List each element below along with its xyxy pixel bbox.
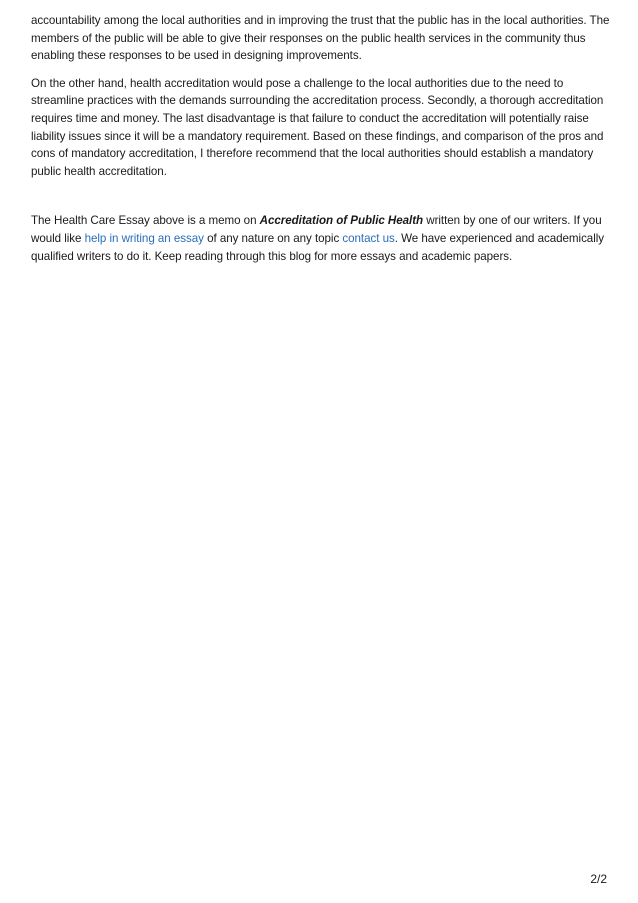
essay-note-text-2: written by one of our writers. If you would like xyxy=(31,214,602,245)
document-body xyxy=(31,12,611,265)
paragraph-accountability: accountability among the local authorities and in improving the trust that the public has in the local authorities. The members of the public will be able to give their responses on the public health services in the community thus enabling these responses to be used in designing improvements. xyxy=(31,14,610,63)
contact-us-link[interactable]: contact us xyxy=(342,231,395,245)
essay-note-text-3: of any nature on any topic xyxy=(203,231,343,245)
essay-note-text-4: . We have experienced and academically qualified writers to do it. Keep reading through this blog for more essays and academic papers. xyxy=(31,231,605,263)
essay-title-emphasis: Accreditation of Public Health xyxy=(259,214,424,228)
essay-note-text-1: The Health Care Essay above is a memo on xyxy=(31,214,260,228)
paragraph-essay-note xyxy=(31,212,611,265)
help-writing-essay-link[interactable]: help in writing an essay xyxy=(84,231,204,245)
paragraph-disadvantages: On the other hand, health accreditation would pose a challenge to the local authorities due to the need to streamline practices with the demands surrounding the accreditation process. Secondly, a thorough accreditation requires time and money. The last disadvantage is that failure to conduct the accreditation will potentially raise liability issues since it will be a mandatory requirement. Based on these findings, and comparison of the pros and cons of mandatory accreditation, I therefore recommend that the local authorities should establish a mandatory public health accreditation. xyxy=(31,76,604,178)
page-number: 2/2 xyxy=(590,872,607,886)
